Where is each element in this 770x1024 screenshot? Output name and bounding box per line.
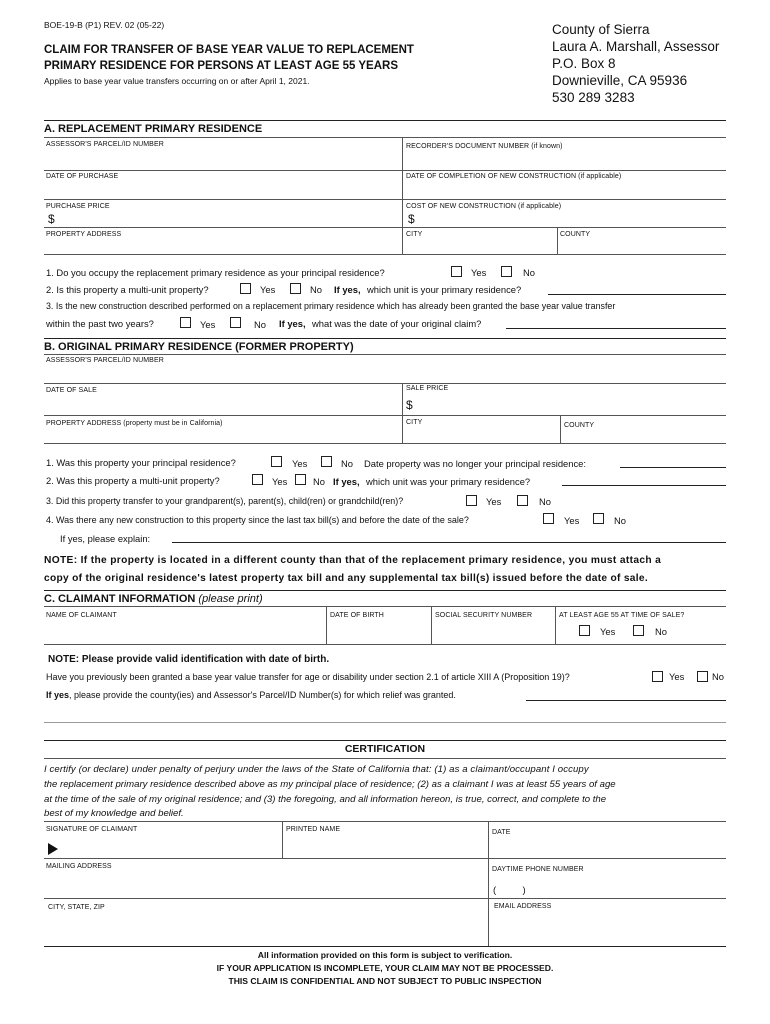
section-b-note-line1: NOTE: If the property is located in a different county than that of the replacement primary residence, you must attach a: [44, 555, 662, 566]
recorder-doc-label: RECORDER'S DOCUMENT NUMBER (if known): [406, 143, 563, 150]
certification-title: CERTIFICATION: [344, 743, 426, 755]
divider: [555, 606, 556, 644]
section-a-question-1: 1. Do you occupy the replacement primary residence as your principal residence?: [46, 267, 385, 278]
yes-label: Yes: [669, 671, 685, 682]
no-label: No: [614, 515, 626, 526]
assessor-city: Downieville, CA 95936: [552, 73, 688, 88]
cost-construction-label: COST OF NEW CONSTRUCTION (if applicable): [406, 203, 562, 210]
a-q3-no-checkbox[interactable]: [230, 317, 241, 328]
divider: [44, 199, 726, 200]
a-q2-unit-input[interactable]: [548, 294, 726, 295]
signature-field[interactable]: [62, 830, 282, 858]
b-q1-yes-checkbox[interactable]: [271, 456, 282, 467]
certification-divider: [44, 740, 726, 741]
purchase-date-label: DATE OF PURCHASE: [46, 173, 119, 180]
prev-transfer-ifyes: If yes, please provide the county(ies) and Assessor's Parcel/ID Number(s) for which relief was granted.: [46, 690, 456, 700]
b-city-label: CITY: [406, 419, 423, 426]
completion-date-label: DATE OF COMPLETION OF NEW CONSTRUCTION (if applicable): [406, 173, 622, 180]
age-55-yes-checkbox[interactable]: [579, 625, 590, 636]
age-55-label: AT LEAST AGE 55 AT TIME OF SALE?: [559, 612, 685, 619]
city-label: CITY: [406, 231, 423, 238]
certification-line1: I certify (or declare) under penalty of perjury under the laws of the State of California that: (1) as a claimant/occupant I occupy: [44, 764, 589, 775]
a-q3-ifyes-text: what was the date of your original claim?: [312, 318, 482, 329]
b-property-address-label: PROPERTY ADDRESS (property must be in California): [46, 420, 223, 427]
a-q1-yes-checkbox[interactable]: [451, 266, 462, 277]
yes-label: Yes: [200, 319, 216, 330]
phone-area-code[interactable]: ( ): [493, 885, 526, 896]
sale-date-label: DATE OF SALE: [46, 387, 97, 394]
divider: [44, 254, 726, 255]
section-b-question-2: 2. Was this property a multi-unit property?: [46, 475, 220, 486]
yes-label: Yes: [471, 267, 487, 278]
a-q1-no-checkbox[interactable]: [501, 266, 512, 277]
prev-transfer-question: Have you previously been granted a base year value transfer for age or disability under section 2.1 of article XIII A (Proposition 19)?: [46, 672, 570, 682]
divider: [44, 443, 726, 444]
b-q1-no-checkbox[interactable]: [321, 456, 332, 467]
sale-price-symbol: $: [406, 398, 413, 412]
section-b-note-line2: copy of the original residence's latest property tax bill and any supplemental tax bill(s) issued before the date of sale.: [44, 573, 649, 584]
cost-construction-symbol: $: [408, 212, 415, 226]
prev-transfer-yes-checkbox[interactable]: [652, 671, 663, 682]
no-label: No: [712, 671, 724, 682]
divider: [44, 354, 726, 355]
email-label: EMAIL ADDRESS: [494, 903, 552, 910]
assessor-po-box: P.O. Box 8: [552, 56, 616, 71]
section-c-note: NOTE: Please provide valid identification with date of birth.: [48, 654, 330, 665]
county-name: County of Sierra: [552, 22, 650, 37]
apn-label: ASSESSOR'S PARCEL/ID NUMBER: [46, 141, 164, 148]
daytime-phone-label: DAYTIME PHONE NUMBER: [492, 866, 584, 873]
divider: [44, 858, 726, 859]
divider: [402, 383, 403, 443]
b-q4-no-checkbox[interactable]: [593, 513, 604, 524]
b-q1-date-input[interactable]: [620, 467, 726, 468]
yes-label: Yes: [292, 458, 308, 469]
divider: [44, 170, 726, 171]
divider: [44, 415, 726, 416]
divider: [44, 137, 726, 138]
section-c-title: C. CLAIMANT INFORMATION (please print): [44, 593, 263, 605]
no-label: No: [254, 319, 266, 330]
sale-price-label: SALE PRICE: [406, 385, 449, 392]
footer-line2: IF YOUR APPLICATION IS INCOMPLETE, YOUR CLAIM MAY NOT BE PROCESSED.: [216, 963, 554, 973]
divider: [560, 415, 561, 443]
section-a-divider: [44, 120, 726, 121]
relief-county-input[interactable]: [526, 700, 726, 701]
signature-arrow-icon: [48, 843, 58, 855]
a-q3-yes-checkbox[interactable]: [180, 317, 191, 328]
assessor-phone: 530 289 3283: [552, 90, 635, 105]
section-b-divider: [44, 338, 726, 339]
no-label: No: [523, 267, 535, 278]
b-q2-no-checkbox[interactable]: [295, 474, 306, 485]
b-q2-unit-input[interactable]: [562, 485, 726, 486]
divider: [44, 898, 726, 899]
yes-label: Yes: [564, 515, 580, 526]
purchase-price-label: PURCHASE PRICE: [46, 203, 110, 210]
form-id: BOE-19-B (P1) REV. 02 (05-22): [44, 20, 165, 30]
form-title-line2: PRIMARY RESIDENCE FOR PERSONS AT LEAST AGE 55 YEARS: [44, 60, 399, 72]
section-a-question-2: 2. Is this property a multi-unit property?: [46, 284, 209, 295]
a-q2-no-checkbox[interactable]: [290, 283, 301, 294]
divider: [557, 227, 558, 254]
certification-line4: best of my knowledge and belief.: [44, 808, 184, 819]
divider: [402, 137, 403, 254]
b-county-label: COUNTY: [564, 422, 595, 429]
b-q2-yes-checkbox[interactable]: [252, 474, 263, 485]
b-apn-label: ASSESSOR'S PARCEL/ID NUMBER: [46, 357, 164, 364]
divider: [282, 821, 283, 858]
section-a-question-3-line2: within the past two years?: [46, 318, 154, 329]
divider: [44, 644, 726, 645]
yes-label: Yes: [600, 626, 616, 637]
divider: [44, 946, 726, 947]
section-b-question-4: 4. Was there any new construction to this property since the last tax bill(s) and before the date of the sale?: [46, 515, 469, 525]
footer-line1: All information provided on this form is subject to verification.: [257, 950, 513, 960]
yes-label: Yes: [272, 476, 288, 487]
age-55-no-checkbox[interactable]: [633, 625, 644, 636]
section-a-question-3: 3. Is the new construction described performed on a replacement primary residence which has already been granted the base year value transfer: [46, 301, 616, 311]
section-b-title: B. ORIGINAL PRIMARY RESIDENCE (FORMER PROPERTY): [44, 341, 354, 353]
divider: [44, 227, 726, 228]
section-c-divider: [44, 590, 726, 591]
divider: [44, 606, 726, 607]
divider: [44, 821, 726, 822]
b-q3-yes-checkbox[interactable]: [466, 495, 477, 506]
date-label: DATE: [492, 829, 511, 836]
a-q3-claim-date-input[interactable]: [506, 328, 726, 329]
b-q1-date-text: Date property was no longer your principal residence:: [364, 458, 586, 469]
a-q3-ifyes-bold: If yes,: [279, 318, 306, 329]
a-q2-ifyes-text: which unit is your primary residence?: [367, 284, 522, 295]
purchase-price-symbol: $: [48, 212, 55, 226]
divider: [44, 383, 726, 384]
divider: [326, 606, 327, 644]
property-address-label: PROPERTY ADDRESS: [46, 231, 122, 238]
b-q4-yes-checkbox[interactable]: [543, 513, 554, 524]
a-q2-ifyes-bold: If yes,: [334, 284, 361, 295]
city-state-zip-label: CITY, STATE, ZIP: [48, 904, 105, 911]
ssn-label: SOCIAL SECURITY NUMBER: [435, 612, 533, 619]
b-q2-ifyes-text: which unit was your primary residence?: [366, 476, 531, 487]
prev-transfer-no-checkbox[interactable]: [697, 671, 708, 682]
no-label: No: [539, 496, 551, 507]
section-a-title: A. REPLACEMENT PRIMARY RESIDENCE: [44, 123, 263, 135]
no-label: No: [341, 458, 353, 469]
section-c-title-italic: (please print): [198, 593, 263, 605]
signature-label: SIGNATURE OF CLAIMANT: [46, 826, 138, 833]
divider: [488, 821, 489, 946]
certification-line3: at the time of the sale of my original residence; and (3) the foregoing, and all information hereon, is true, correct, and complete to the: [44, 794, 607, 805]
b-q2-ifyes-bold: If yes,: [333, 476, 360, 487]
assessor-name: Laura A. Marshall, Assessor: [552, 39, 720, 54]
county-label: COUNTY: [560, 231, 591, 238]
explain-input[interactable]: [172, 542, 726, 543]
relief-county-line-2[interactable]: [44, 722, 726, 723]
form-title-line1: CLAIM FOR TRANSFER OF BASE YEAR VALUE TO REPLACEMENT: [44, 44, 414, 56]
explain-label: If yes, please explain:: [60, 533, 151, 544]
yes-label: Yes: [486, 496, 502, 507]
divider: [44, 758, 726, 759]
section-b-question-3: 3. Did this property transfer to your grandparent(s), parent(s), child(ren) or grandchild(ren)?: [46, 496, 404, 506]
no-label: No: [313, 476, 325, 487]
no-label: No: [310, 284, 322, 295]
certification-line2: the replacement primary residence described above as my principal place of residence; (2) as a claimant I was at least 55 years of age: [44, 779, 616, 790]
yes-label: Yes: [260, 284, 276, 295]
footer-line3: THIS CLAIM IS CONFIDENTIAL AND NOT SUBJECT TO PUBLIC INSPECTION: [228, 976, 542, 986]
section-b-question-1: 1. Was this property your principal residence?: [46, 457, 236, 468]
printed-name-label: PRINTED NAME: [286, 826, 341, 833]
mailing-address-label: MAILING ADDRESS: [46, 863, 112, 870]
no-label: No: [655, 626, 667, 637]
divider: [431, 606, 432, 644]
claimant-name-label: NAME OF CLAIMANT: [46, 612, 117, 619]
form-subtitle: Applies to base year value transfers occurring on or after April 1, 2021.: [44, 76, 310, 86]
b-q3-no-checkbox[interactable]: [517, 495, 528, 506]
a-q2-yes-checkbox[interactable]: [240, 283, 251, 294]
dob-label: DATE OF BIRTH: [330, 612, 384, 619]
